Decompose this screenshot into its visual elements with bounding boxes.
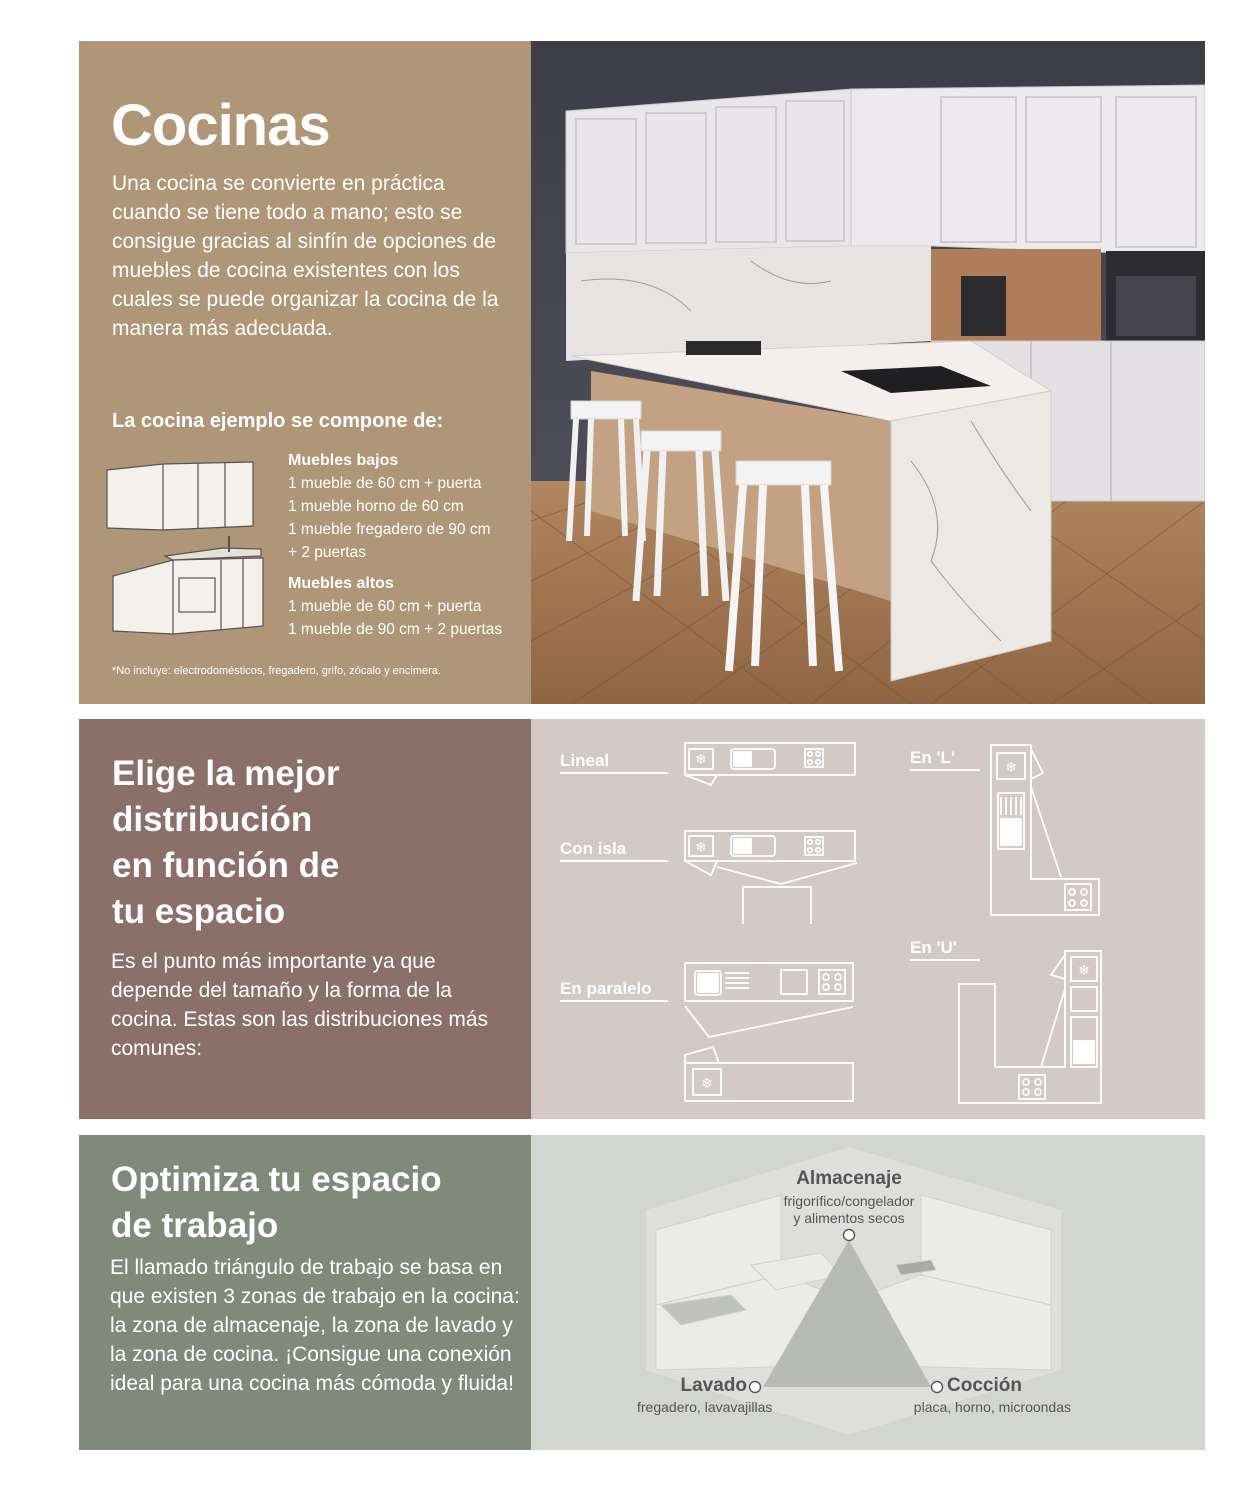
example-subheading: La cocina ejemplo se compone de: bbox=[112, 410, 444, 432]
layout-label-lineal: Lineal bbox=[560, 751, 610, 770]
layout-label-l: En 'L' bbox=[910, 748, 955, 767]
layout-label-u: En 'U' bbox=[910, 938, 957, 957]
distribution-title bbox=[112, 751, 340, 935]
group-title-bajos: Muebles bajos bbox=[288, 452, 399, 469]
title-line: Optimiza tu espacio bbox=[111, 1160, 442, 1199]
workspace-text: El llamado triángulo de trabajo se basa en que existen 3 zonas de trabajo en la cocina: la zona de almacenaje, la zona de lavado y la zona de cocina. ¡Consigue una conexión ideal para una cocina más cómoda y fluida! bbox=[110, 1256, 520, 1395]
sub-almacenaje-2: y alimentos secos bbox=[793, 1210, 905, 1226]
layout-label-paralelo: En paralelo bbox=[560, 979, 652, 998]
workspace-title bbox=[111, 1157, 442, 1249]
freezer-icon: ❄ bbox=[1078, 963, 1090, 979]
page-title: Cocinas bbox=[111, 93, 330, 158]
layout-label-isla: Con isla bbox=[560, 839, 627, 858]
sub-almacenaje-1: frigorífico/congelador bbox=[783, 1193, 915, 1209]
title-line: en función de bbox=[112, 846, 340, 885]
list-item: 1 mueble horno de 60 cm bbox=[288, 498, 464, 515]
list-item: 1 mueble de 60 cm + puerta bbox=[288, 598, 482, 615]
sub-lavado: fregadero, lavavajillas bbox=[637, 1399, 773, 1415]
freezer-icon: ❄ bbox=[695, 752, 707, 768]
list-item: 1 mueble fregadero de 90 cm bbox=[288, 521, 491, 538]
disclaimer-note: *No incluye: electrodomésticos, fregadero, grifo, zócalo y encimera. bbox=[112, 665, 441, 677]
kitchen-photo bbox=[531, 41, 1205, 704]
cabinet-drawing bbox=[103, 456, 268, 651]
distribution-text: Es el punto más importante ya que depende del tamaño y la forma de la cocina. Estas son las distribuciones más comunes: bbox=[111, 950, 489, 1060]
triangle-panel bbox=[531, 1135, 1205, 1450]
intro-panel bbox=[79, 41, 531, 704]
workspace-panel bbox=[79, 1135, 531, 1450]
distribution-panel bbox=[79, 719, 531, 1119]
list-item: 1 mueble de 60 cm + puerta bbox=[288, 475, 482, 492]
label-lavado: Lavado bbox=[680, 1375, 747, 1396]
group-title-altos: Muebles altos bbox=[288, 575, 394, 592]
freezer-icon: ❄ bbox=[1005, 760, 1017, 776]
label-coccion: Cocción bbox=[947, 1375, 1022, 1396]
title-line: distribución bbox=[112, 800, 313, 839]
title-line: tu espacio bbox=[112, 892, 286, 931]
list-item: 1 mueble de 90 cm + 2 puertas bbox=[288, 621, 503, 638]
label-almacenaje: Almacenaje bbox=[796, 1168, 902, 1189]
freezer-icon: ❄ bbox=[701, 1076, 713, 1092]
sub-coccion: placa, horno, microondas bbox=[913, 1399, 1071, 1415]
freezer-icon: ❄ bbox=[695, 840, 707, 856]
intro-text: Una cocina se convierte en práctica cuando se tiene todo a mano; esto se consigue gracias al sinfín de opciones de muebles de cocina existentes con los cuales se puede organizar la cocina de la manera más adecuada. bbox=[112, 172, 499, 340]
layout-diagrams bbox=[531, 719, 1205, 1119]
title-line: Elige la mejor bbox=[112, 754, 340, 793]
layouts-panel bbox=[531, 719, 1205, 1119]
title-line: de trabajo bbox=[111, 1206, 279, 1245]
cabinet-list bbox=[288, 450, 502, 641]
list-item: + 2 puertas bbox=[288, 544, 366, 561]
